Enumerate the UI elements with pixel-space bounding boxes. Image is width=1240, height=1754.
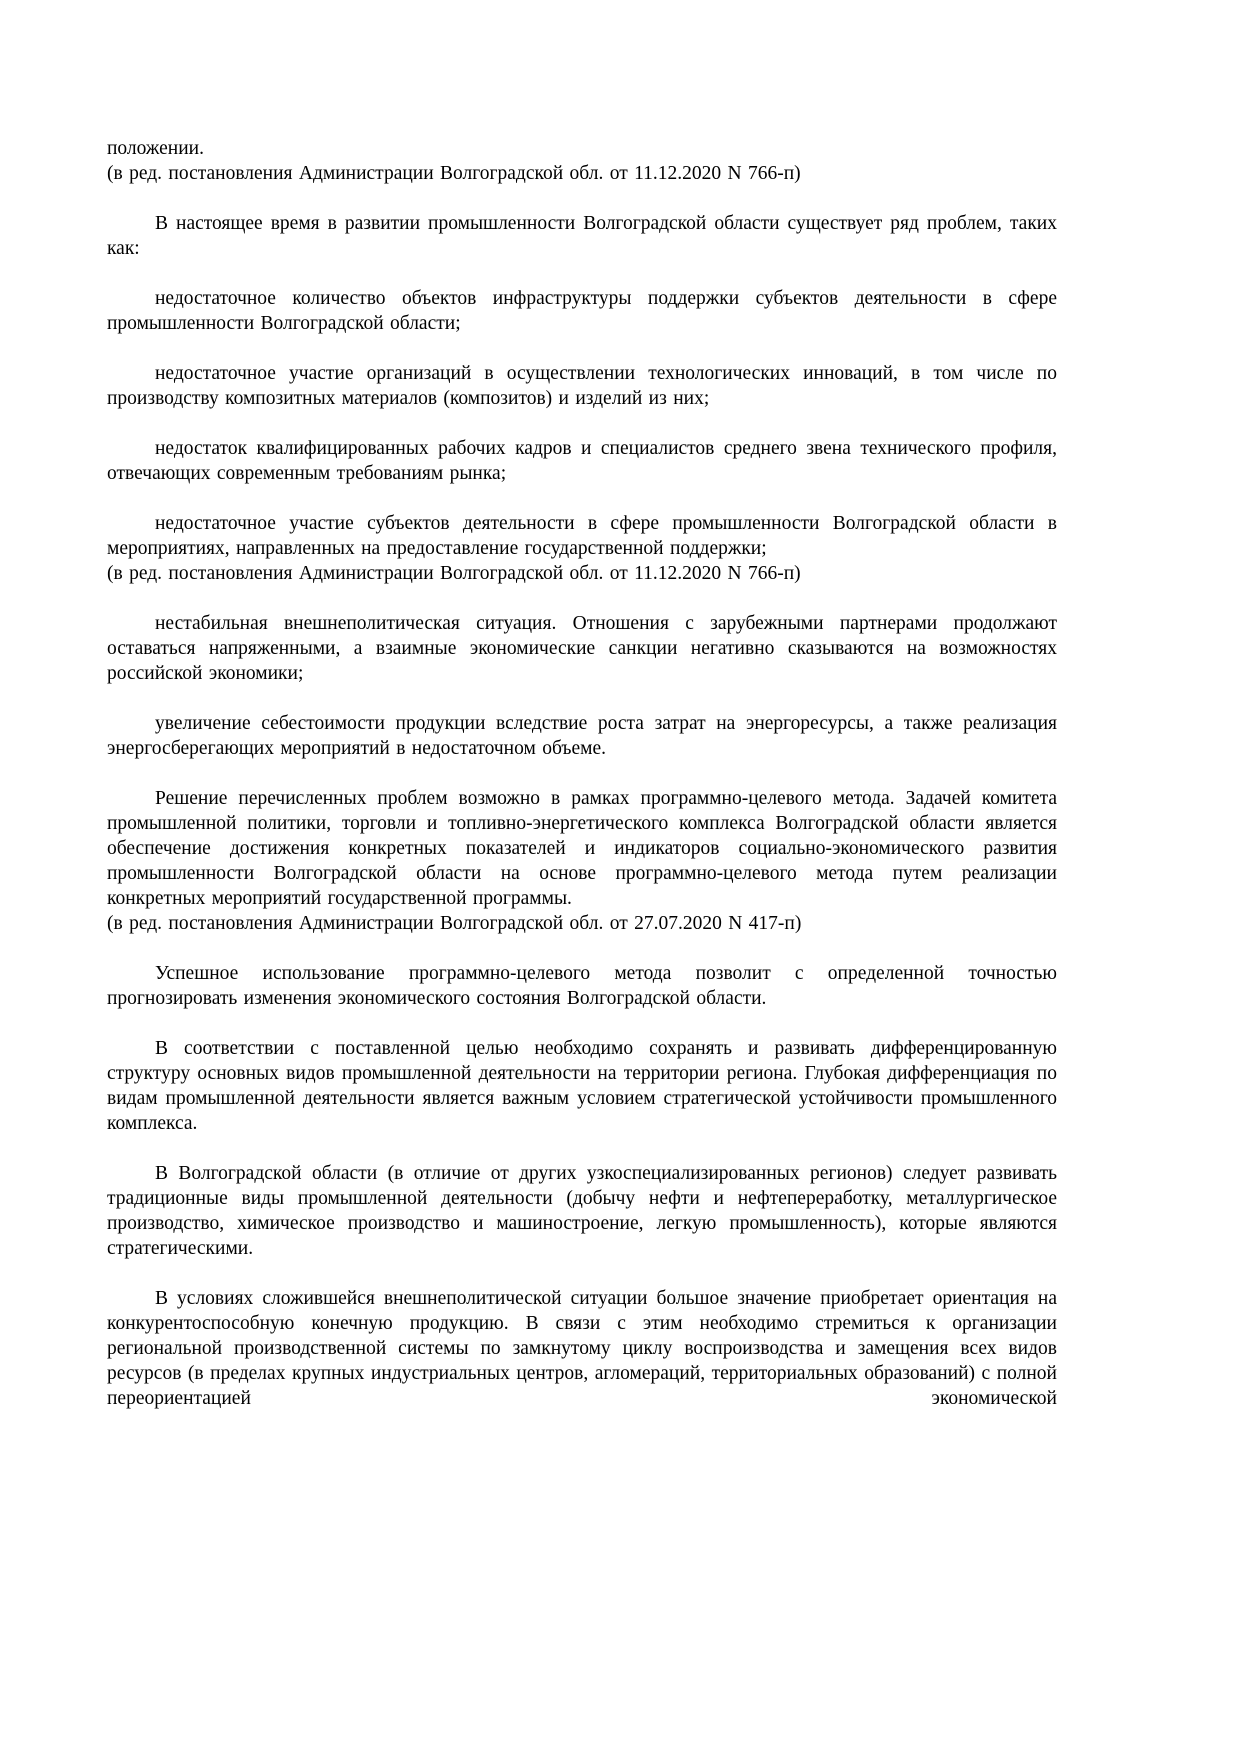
body-paragraph: увеличение себестоимости продукции вследствие роста затрат на энергоресурсы, а также реализация энергосберегающих мероприятий в недостаточном объеме. — [107, 713, 1057, 759]
body-paragraph: недостаток квалифицированных рабочих кадров и специалистов среднего звена технического профиля, отвечающих современным требованиям рынка; — [107, 438, 1057, 484]
body-paragraph: недостаточное участие организаций в осуществлении технологических инноваций, в том числе по производству композитных материалов (композитов) и изделий из них; — [107, 363, 1057, 409]
paragraph-continuation: положении. — [107, 138, 204, 159]
body-paragraph: В соответствии с поставленной целью необходимо сохранять и развивать дифференцированную структуру основных видов промышленной деятельности на территории региона. Глубокая дифференциация по видам промышленной деятельности является важным условием стратегической устойчивости промышленного комплекса. — [107, 1038, 1057, 1134]
document-body — [107, 136, 1057, 1411]
body-paragraph: В настоящее время в развитии промышленности Волгоградской области существует ряд проблем, таких как: — [107, 213, 1057, 259]
body-paragraph: недостаточное участие субъектов деятельности в сфере промышленности Волгоградской области в мероприятиях, направленных на предоставление государственной поддержки; — [107, 513, 1057, 559]
amendment-note: (в ред. постановления Администрации Волгоградской обл. от 11.12.2020 N 766-п) — [107, 563, 801, 584]
amendment-note: (в ред. постановления Администрации Волгоградской обл. от 27.07.2020 N 417-п) — [107, 913, 802, 934]
body-paragraph: недостаточное количество объектов инфраструктуры поддержки субъектов деятельности в сфере промышленности Волгоградской области; — [107, 288, 1057, 334]
body-paragraph: В условиях сложившейся внешнеполитической ситуации большое значение приобретает ориентация на конкурентоспособную конечную продукцию. В связи с этим необходимо стремиться к организации региональной производственной системы по замкнутому циклу воспроизводства и замещения всех видов ресурсов (в пределах крупных индустриальных центров, агломераций, территориальных образований) с полной переориентацией экономической — [107, 1288, 1057, 1409]
body-paragraph: Успешное использование программно-целевого метода позволит с определенной точностью прогнозировать изменения экономического состояния Волгоградской области. — [107, 963, 1057, 1009]
body-paragraph: В Волгоградской области (в отличие от других узкоспециализированных регионов) следует развивать традиционные виды промышленной деятельности (добычу нефти и нефтепереработку, металлургическое производство, химическое производство и машиностроение, легкую промышленность), которые являются стратегическими. — [107, 1163, 1057, 1259]
body-paragraph: нестабильная внешнеполитическая ситуация. Отношения с зарубежными партнерами продолжают оставаться напряженными, а взаимные экономические санкции негативно сказываются на возможностях российской экономики; — [107, 613, 1057, 684]
amendment-note: (в ред. постановления Администрации Волгоградской обл. от 11.12.2020 N 766-п) — [107, 163, 801, 184]
body-paragraph: Решение перечисленных проблем возможно в рамках программно-целевого метода. Задачей комитета промышленной политики, торговли и топливно-энергетического комплекса Волгоградской области является обеспечение достижения конкретных показателей и индикаторов социально-экономического развития промышленности Волгоградской области на основе программно-целевого метода путем реализации конкретных мероприятий государственной программы. — [107, 788, 1057, 909]
